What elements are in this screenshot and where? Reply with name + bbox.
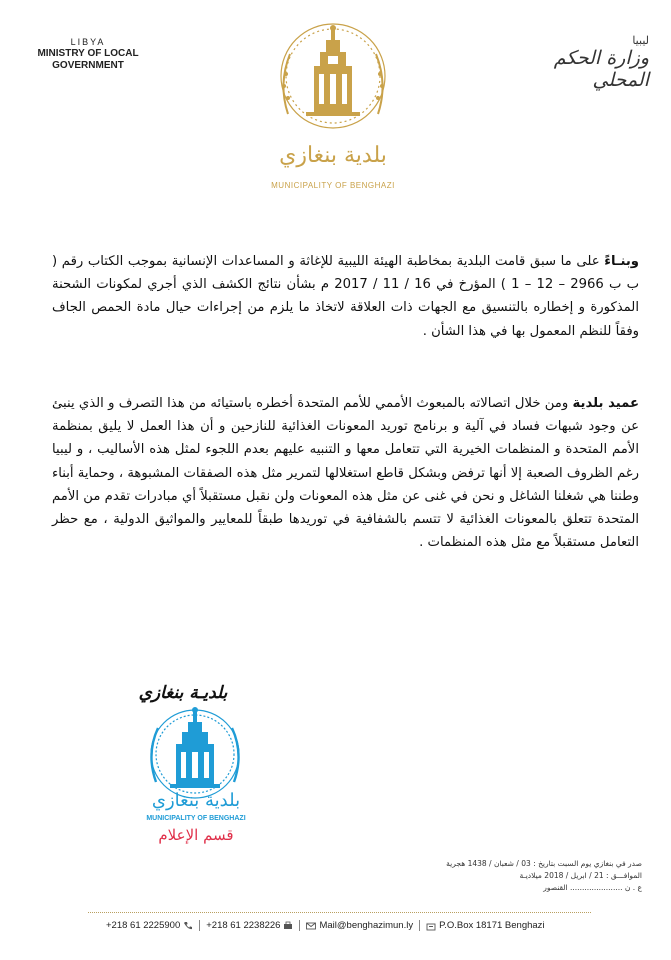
paragraph-1 bbox=[52, 250, 639, 343]
mail-icon bbox=[306, 921, 316, 931]
footer-pobox bbox=[420, 920, 550, 931]
paragraph-2-lead: عميد بلدية bbox=[572, 396, 639, 411]
signature-title: بلديـة بنغازي bbox=[138, 683, 228, 703]
footer-phone-1 bbox=[100, 920, 199, 931]
issue-line-2: الموافـــق : 21 / ابريل / 2018 ميلاديـة bbox=[519, 871, 642, 880]
issue-info bbox=[430, 858, 642, 894]
footer-phone-2 bbox=[200, 920, 299, 931]
stamp-name-en: MUNICIPALITY OF BENGHAZI bbox=[146, 815, 246, 822]
header-english bbox=[28, 36, 148, 72]
country-ar: ليبيا bbox=[632, 34, 649, 47]
phone-1-text: +218 61 2225900 bbox=[106, 920, 181, 931]
paragraph-2-text: ومن خلال اتصالاته بالمبعوث الأممي للأمم المتحدة أخطره باستيائه من هذا التصرف و الذي ينبئ عن وجود شبهات فساد في آلية و برنامج توريد المعونات الغذائية للنازحين و أن هذا العمل لا يليق بمنظمة الأمم المتحدة و المنظمات الخيرية التي تتعامل معها و التنبيه عليهم بعدم اللجوء لمثل هذه الأساليب ، و ليبيا رغم الظروف الصعبة إلا أنها ترفض وبشكل قاطع استغلالها لتمرير مثل هذه الصفقات المشبوهة ، وحماية أبناء وطننا هي شغلنا الشاغل و نحن في غنى عن مثل هذه المعونات ولن نقبل مستقبلاً أي مبادرات تقدم من الأمم المتحدة تتعلق بالمعونات الغذائية لا تتسم بالشفافية في توريدها طبقاً للمعايير والمواثيق الدولية ، مع حظر التعامل مستقبلاً مع مثل هذه المنظمات . bbox=[52, 396, 639, 551]
phone-2-text: +218 61 2238226 bbox=[206, 920, 281, 931]
stamp-name-ar: بلدية بنغازي bbox=[151, 790, 241, 811]
crest-name-ar: بلدية بنغازي bbox=[279, 143, 387, 168]
footer-email[interactable] bbox=[300, 920, 419, 931]
ministry-ar: وزارة الحكم المحلي bbox=[553, 47, 649, 91]
paragraph-1-lead: وبنـاءً bbox=[604, 254, 639, 269]
mailbox-icon bbox=[426, 921, 436, 931]
ministry-en-line2: GOVERNMENT bbox=[52, 60, 124, 71]
paragraph-2 bbox=[52, 392, 639, 554]
country-en: LIBYA bbox=[70, 37, 106, 47]
footer-divider bbox=[88, 912, 591, 913]
phone-icon bbox=[183, 921, 193, 931]
paragraph-1-text: على ما سبق قامت البلدية بمخاطبة الهيئة الليبية للإغاثة و المساعدات الإنسانية بموجب الكتاب رقم ( ب ب 2966 – 12 – 1 ) المؤرخ في 16 / 11 / 2017 م بشأن نتائج الكشف الذي أجري لمكونات الشحنة المذكورة و إخطاره بالتنسيق مع الجهات ذات العلاقة لاتخاذ ما يلزم من إجراءات حيال مادة الحمص الجاف وفقاً للنظم المعمول بها في هذا الشأن . bbox=[52, 254, 640, 339]
issue-line-1: صدر في بنغازي يوم السبت بتاريخ : 03 / شعبان / 1438 هجرية bbox=[446, 859, 642, 868]
pobox-text: P.O.Box 18171 Benghazi bbox=[439, 920, 545, 931]
crest-name-en: MUNICIPALITY OF BENGHAZI bbox=[271, 181, 395, 190]
footer-contacts bbox=[100, 920, 640, 931]
email-text[interactable]: Mail@benghazimun.ly bbox=[319, 920, 414, 931]
fax-icon bbox=[283, 921, 293, 931]
ministry-en-line1: MINISTRY OF LOCAL bbox=[37, 48, 139, 59]
stamp-department: قسم الإعلام bbox=[158, 826, 234, 844]
header-arabic bbox=[499, 34, 649, 91]
issue-line-3: ع . ن ...................... القنصور bbox=[543, 883, 642, 892]
